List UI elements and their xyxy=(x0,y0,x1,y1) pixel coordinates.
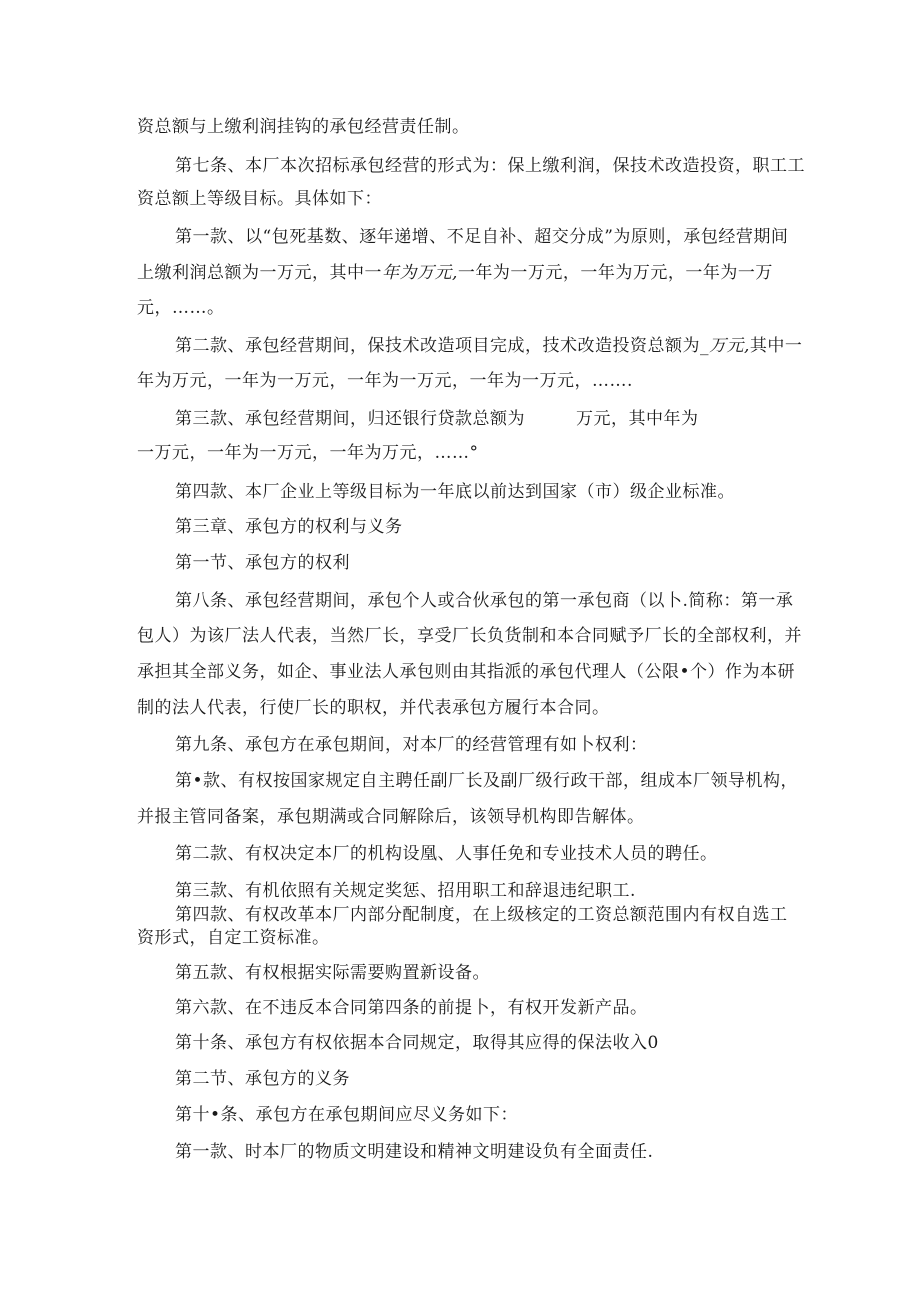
article-8-line-3: 承担其全部义务，如企、事业法人承包则由其指派的承包代理人（公限•个）作为本研 xyxy=(137,662,796,682)
text-span: 一年为一万元，一年为万元，一年为一万 xyxy=(457,263,773,283)
article-9-clause-2: 第二款、有权决定本厂的机构设凰、人事任免和专业技术人员的聘任。 xyxy=(175,844,718,864)
article-7-line-1: 第七条、本厂本次招标承包经营的形式为：保上缴利润，保技术改造投资，职工工 xyxy=(175,156,805,176)
clause-1-line-1: 第一款、以“包死基数、逐年递增、不足自补、超交分成”为原则，承包经营期间 xyxy=(175,227,789,247)
clause-4-line-1: 第四款、本厂企业上等级目标为一年底以前达到国家（市）级企业标准。 xyxy=(175,482,735,502)
clause-1-line-3: 元，……。 xyxy=(137,298,225,318)
clause-2-line-2: 年为万元，一年为一万元，一年为一万元，一年为一万元，……. xyxy=(137,371,633,391)
section-1-heading: 第一节、承包方的权利 xyxy=(175,553,350,573)
article-9-clause-1-line-1: 第•款、有权按国家规定自主聘任副厂长及副厂级行政干部，组成本厂领导机构， xyxy=(175,771,799,791)
clause-3-line-1a: 第三款、承包经营期间，归还银行贷款总额为 xyxy=(175,409,525,429)
section-2-heading: 第二节、承包方的义务 xyxy=(175,1069,350,1089)
clause-2-line-1 xyxy=(175,335,802,357)
article-9-clause-3: 第三款、有机依照有关规定奖惩、招用职工和辞退违纪职工. xyxy=(175,881,636,901)
article-9-clause-1-line-2: 并报主管同备案，承包期满或合同解除后，该领导机构即告解体。 xyxy=(137,807,645,827)
text-line: 资总额与上缴利润挂钩的承包经营责任制。 xyxy=(137,117,470,137)
article-9-clause-5: 第五款、有权根据实际需要购置新设备。 xyxy=(175,963,490,983)
clause-3-line-1b: 万元，其中年为 xyxy=(576,409,699,429)
text-span: 第二款、承包经营期间，保技术改造项目完成，技术改造投资总额为 xyxy=(175,336,700,356)
text-span: 上缴利润总额为一万元，其中一 xyxy=(137,263,382,283)
article-11: 第十•条、承包方在承包期间应尽义务如下： xyxy=(175,1105,519,1125)
italic-text-span: _万元, xyxy=(700,336,750,356)
chapter-3-heading: 第三章、承包方的权利与义务 xyxy=(175,517,403,537)
article-9-clause-4-line-2: 资形式，自定工资标准。 xyxy=(137,928,330,948)
article-11-clause-1: 第一款、时本厂的物质文明建设和精神文明建设负有全面责任. xyxy=(175,1142,654,1162)
article-8-line-1: 第八条、承包经营期间，承包个人或合伙承包的第一承包商（以卜.简称：第一承 xyxy=(175,591,794,611)
italic-text-span: 年为万元, xyxy=(382,263,458,283)
article-9-clause-6: 第六款、在不违反本合同第四条的前提卜，有权开发新产品。 xyxy=(175,998,648,1018)
article-8-line-4: 制的法人代表，行使厂长的职权，并代表承包方履行本合同。 xyxy=(137,698,610,718)
text-span: 其中一 xyxy=(749,336,803,356)
article-10: 第十条、承包方有权依据本合同规定，取得其应得的保法收入0 xyxy=(175,1033,659,1053)
clause-3-line-2: 一万元，一年为一万元，一年为万元，……° xyxy=(137,443,479,463)
clause-1-line-2 xyxy=(137,262,773,284)
article-9-clause-4-line-1: 第四款、有权改革本厂内部分配制度，在上级核定的工资总额范围内有权自选工 xyxy=(175,905,788,925)
article-9-line-1: 第九条、承包方在承包期间，对本厂的经营管理有如卜权利： xyxy=(175,735,648,755)
article-7-line-2: 资总额上等级目标。具体如下： xyxy=(137,189,382,209)
article-8-line-2: 包人）为该厂法人代表，当然厂长，享受厂长负货制和本合同赋予厂长的全部权利，并 xyxy=(137,626,802,646)
